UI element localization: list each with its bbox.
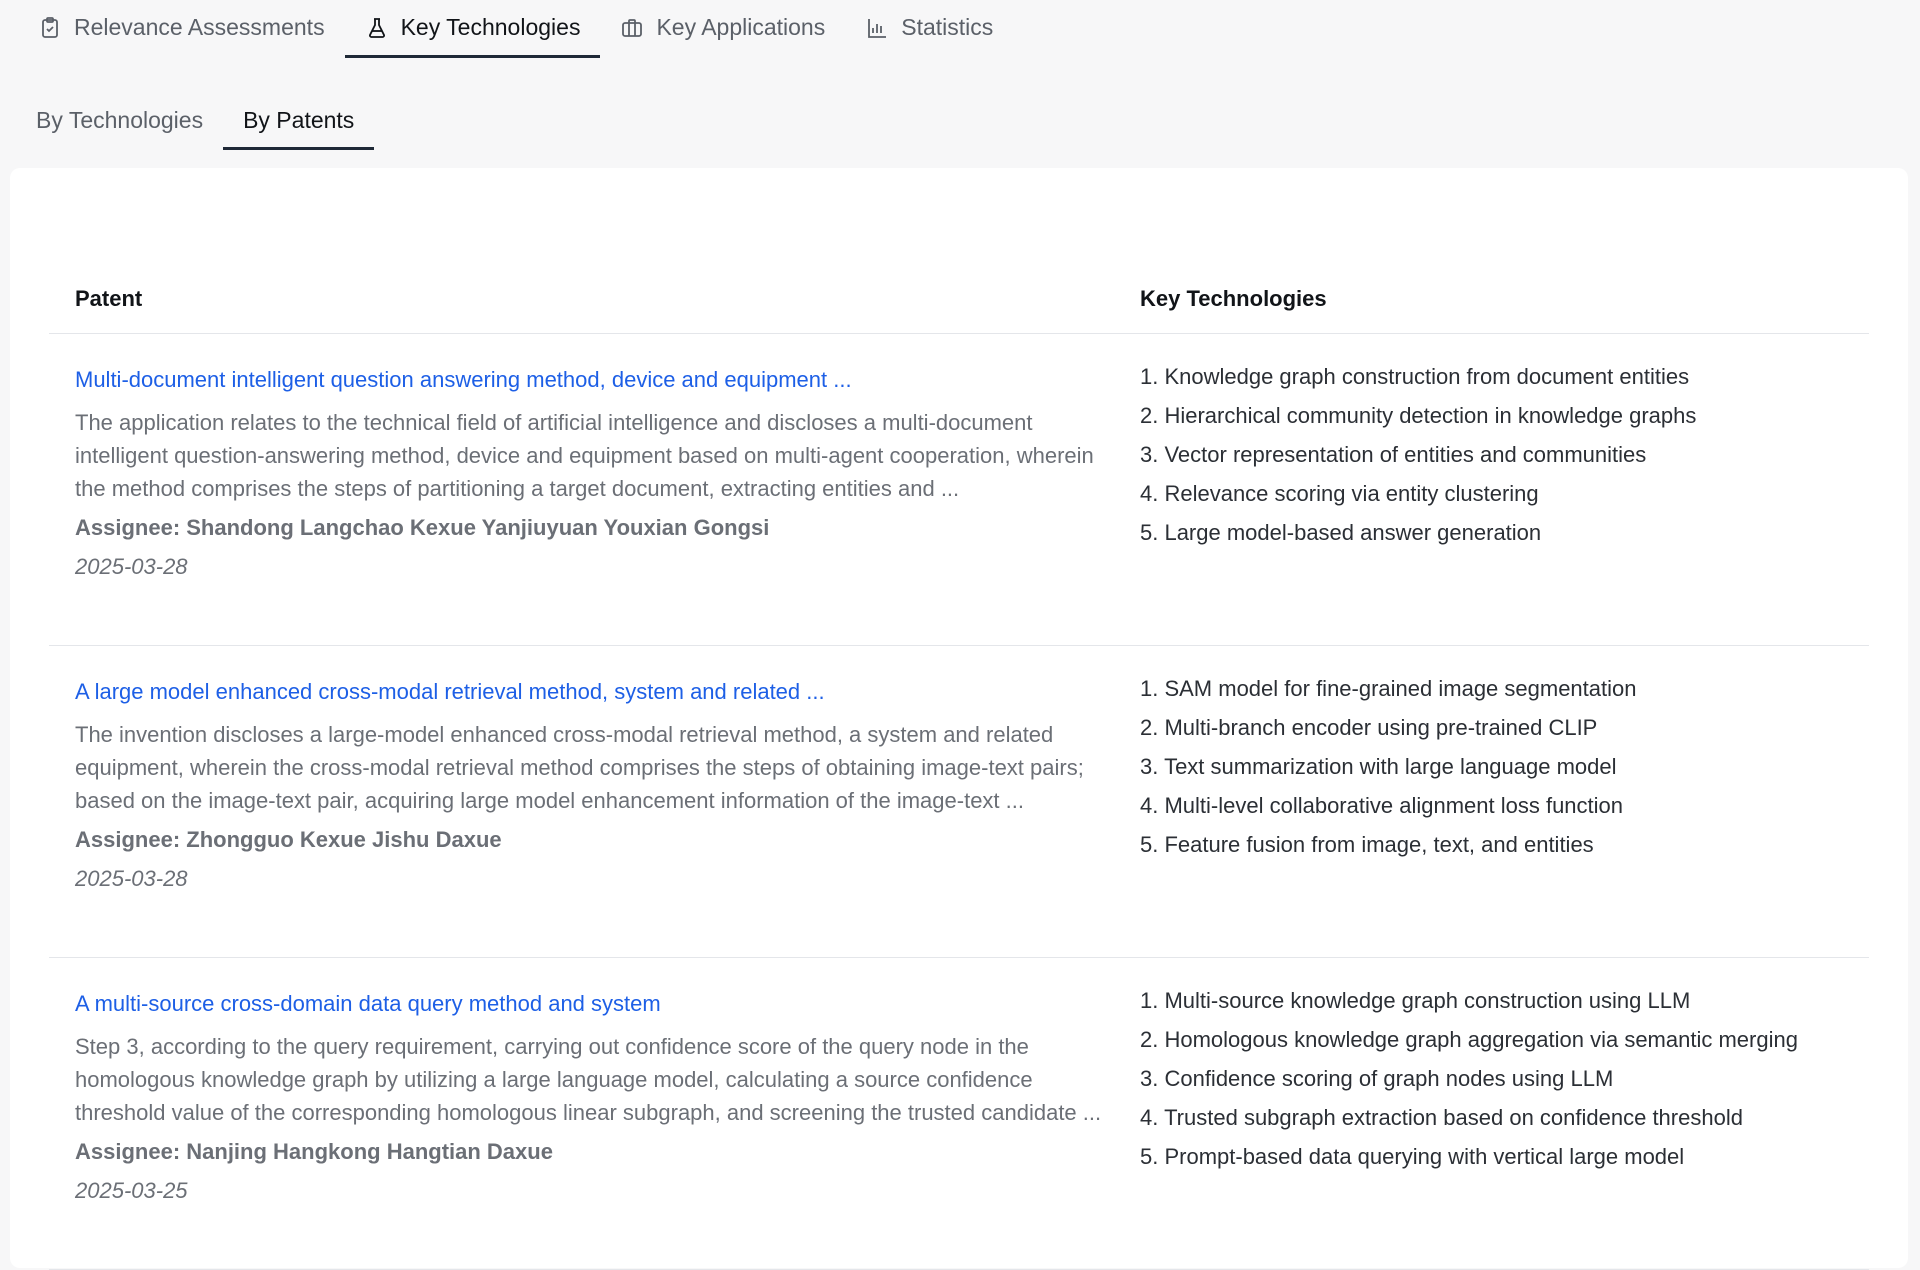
clipboard-check-icon [38, 16, 62, 40]
technologies-cell [1140, 958, 1869, 1269]
technology-item: 2. Hierarchical community detection in knowledge graphs [1140, 403, 1697, 428]
patent-date: 2025-03-25 [75, 1178, 188, 1203]
technology-item: 4. Relevance scoring via entity clustering [1140, 481, 1539, 506]
patent-abstract: Step 3, according to the query requirement, carrying out confidence score of the query node in the homologous knowledge graph by utilizing a large language model, calculating a source confidence threshold value of the corresponding homologous linear subgraph, and screening the trusted candidate ... [75, 1034, 1102, 1125]
header-patent: Patent [75, 285, 143, 311]
patent-title-link[interactable]: A large model enhanced cross-modal retrieval method, system and related ... [75, 679, 825, 704]
table-row [49, 646, 1869, 958]
technology-item: 1. SAM model for fine-grained image segmentation [1140, 676, 1637, 701]
technology-item: 2. Multi-branch encoder using pre-trained CLIP [1140, 715, 1598, 740]
briefcase-icon [620, 16, 644, 40]
technology-item: 3. Text summarization with large language model [1140, 754, 1617, 779]
header-key-technologies: Key Technologies [1140, 285, 1327, 311]
patent-assignee: Assignee: Nanjing Hangkong Hangtian Daxue [75, 1139, 553, 1164]
patent-assignee: Assignee: Zhongguo Kexue Jishu Daxue [75, 827, 502, 852]
patent-abstract: The application relates to the technical field of artificial intelligence and discloses a multi-document intelligent question-answering method, device and equipment based on multi-agent cooperation, wherein the method comprises the steps of partitioning a target document, extracting entities and ... [75, 410, 1094, 501]
technology-list [1140, 984, 1839, 1173]
technology-item: 3. Confidence scoring of graph nodes using LLM [1140, 1066, 1614, 1091]
patent-cell [49, 958, 1140, 1269]
technology-item: 4. Multi-level collaborative alignment loss function [1140, 793, 1624, 818]
patent-date: 2025-03-28 [75, 866, 188, 891]
technologies-cell [1140, 334, 1869, 645]
patent-cell [49, 646, 1140, 957]
tab-label: Relevance Assessments [74, 14, 325, 40]
table-row [49, 334, 1869, 646]
view-mode-tabs [16, 94, 374, 150]
tab-key-applications[interactable] [600, 0, 845, 58]
patent-abstract: The invention discloses a large-model enhanced cross-modal retrieval method, a system and related equipment, wherein the cross-modal retrieval method comprises the steps of obtaining image-text pairs; based on the image-text pair, acquiring large model enhancement information of the image-text ... [75, 722, 1084, 813]
technologies-cell [1140, 646, 1869, 957]
table-header [49, 264, 1869, 334]
patent-date: 2025-03-28 [75, 554, 188, 579]
patent-assignee: Assignee: Shandong Langchao Kexue Yanjiuyuan Youxian Gongsi [75, 515, 770, 540]
tab-relevance-assessments[interactable] [18, 0, 345, 58]
tab-statistics[interactable] [845, 0, 1013, 58]
technology-item: 5. Large model-based answer generation [1140, 520, 1542, 545]
tab-label: Statistics [901, 14, 994, 40]
bar-chart-icon [865, 16, 889, 40]
patent-cell [49, 334, 1140, 645]
flask-icon [365, 16, 389, 40]
technology-list [1140, 672, 1839, 861]
table-row [49, 958, 1869, 1270]
tab-by-patents[interactable]: By Patents [223, 94, 374, 150]
technology-item: 1. Knowledge graph construction from document entities [1140, 364, 1690, 389]
tab-label: Key Technologies [400, 14, 581, 40]
technology-item: 2. Homologous knowledge graph aggregation via semantic merging [1140, 1027, 1798, 1052]
patent-title-link[interactable]: A multi-source cross-domain data query method and system [75, 991, 661, 1016]
patents-table [49, 264, 1869, 1270]
tab-by-technologies[interactable]: By Technologies [36, 107, 204, 133]
technology-item: 5. Feature fusion from image, text, and entities [1140, 832, 1594, 857]
technology-item: 5. Prompt-based data querying with vertical large model [1140, 1144, 1685, 1169]
technology-list [1140, 360, 1839, 549]
tab-key-technologies[interactable] [345, 0, 601, 58]
technology-item: 1. Multi-source knowledge graph construction using LLM [1140, 988, 1691, 1013]
technology-item: 3. Vector representation of entities and communities [1140, 442, 1647, 467]
patent-title-link[interactable]: Multi-document intelligent question answering method, device and equipment ... [75, 367, 852, 392]
patents-card [10, 168, 1908, 1268]
main-tab-bar [18, 0, 1013, 58]
technology-item: 4. Trusted subgraph extraction based on confidence threshold [1140, 1105, 1743, 1130]
tab-label: Key Applications [656, 14, 826, 40]
